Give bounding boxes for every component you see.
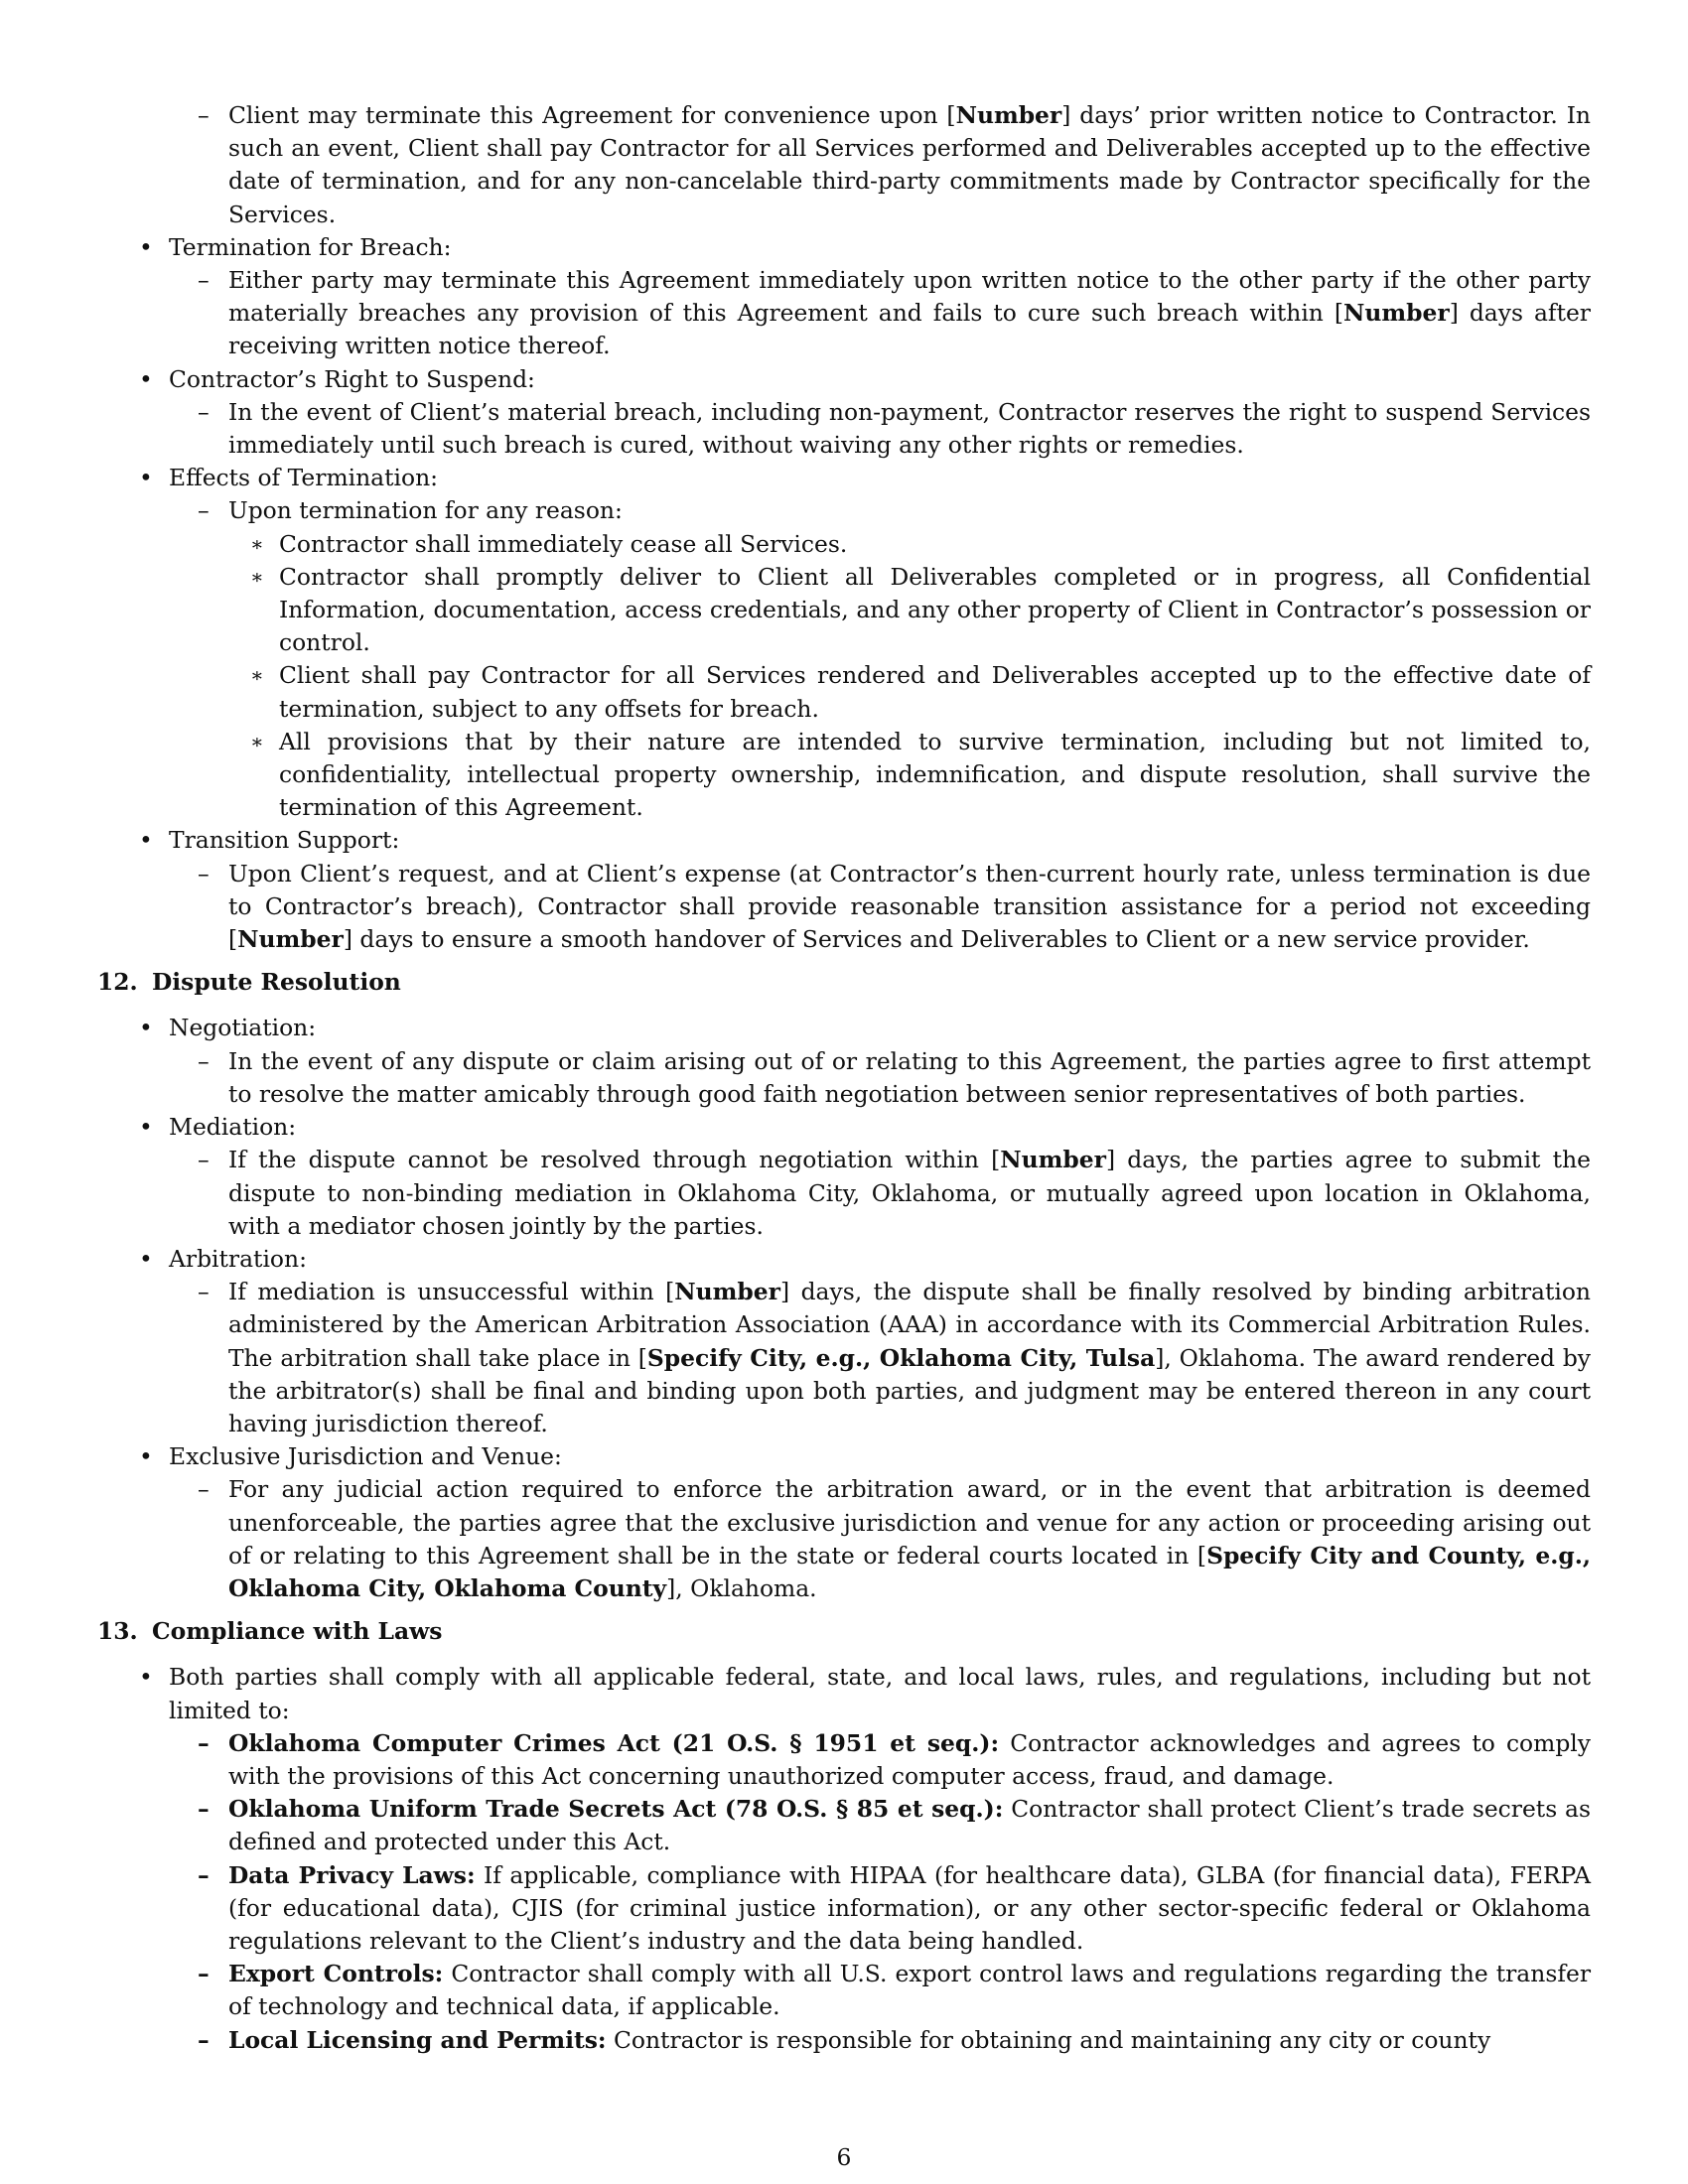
jurisdiction-item: – For any judicial action required to enforce the arbitration award, or in the event that arbitration is deemed unenforceable, the parties agree that the exclusive jurisdiction and venue for any action or proceeding arising out of or relating to this Agreement shall be in the state or federal courts located in [Specify City and County, e.g., Oklahoma City, Oklahoma County], Oklahoma. [198,1475,1591,1602]
dash-marker: – [198,1146,210,1174]
negotiation-label: • Negotiation: [97,1012,1591,1044]
suspend-label: • Contractor’s Right to Suspend: [97,363,1591,396]
section-number: 12. [97,968,138,997]
bullet-marker: • [139,1663,153,1692]
dash-marker: – [198,2025,210,2054]
dash-marker: – [198,1860,210,1889]
suspend-item: – In the event of Client’s material breach, including non-payment, Contractor reserves the right to suspend Services immediately until such breach is cured, without waiving any other rights or remedies. [198,397,1591,460]
compliance-item: – Oklahoma Uniform Trade Secrets Act (78 O.S. § 85 et seq.): Contractor shall protect Client’s trade secrets as defined and protected under this Act. [198,1795,1592,1856]
arbitration-label: • Arbitration: [97,1243,1591,1276]
dash-marker: – [198,859,210,887]
dash-marker: – [198,496,210,525]
bullet-marker: • [139,826,153,855]
asterisk-marker: ∗ [250,663,264,688]
mediation-item: – If the dispute cannot be resolved through negotiation within [Number] days, the parties agree to submit the dispute to non-binding mediation in Oklahoma City, Oklahoma, or mutually agreed upon location in Oklahoma, with a mediator chosen jointly by the parties. [198,1146,1591,1240]
dash-marker: – [198,1046,210,1075]
negotiation-item: – In the event of any dispute or claim arising out of or relating to this Agreement, the parties agree to first attempt to resolve the matter amicably through good faith negotiation between senior representatives of both parties. [198,1046,1591,1108]
termination-convenience-item: – Client may terminate this Agreement for convenience upon [Number] days’ prior written notice to Contractor. In such an event, Client shall pay Contractor for all Services performed and Deliverables accepted up to the effective date of termination, and for any non-cancelable third-party commitments made by Contractor specifically for the Services. [198,101,1591,228]
compliance-item: – Local Licensing and Permits: Contractor is responsible for obtaining and maintaining any city or county [97,2024,1591,2057]
law-name: Data Privacy Laws: [228,1860,476,1889]
bullet-marker: • [139,364,153,393]
placeholder-number: Number [955,101,1062,129]
section-number: 13. [97,1617,138,1646]
placeholder-city-county: Specify City and County, e.g., Oklahoma City, Oklahoma County [228,1541,1591,1602]
asterisk-marker: ∗ [250,729,264,753]
mediation-label: • Mediation: [97,1111,1591,1144]
compliance-intro: • Both parties shall comply with all applicable federal, state, and local laws, rules, and regulations, including but not limited to: [139,1663,1591,1724]
effects-intro: – Upon termination for any reason: [97,494,1591,527]
effects-item: ∗ Contractor shall immediately cease all Services. [97,528,1591,561]
law-name: Export Controls: [228,1960,444,1988]
compliance-item: – Oklahoma Computer Crimes Act (21 O.S. § 1951 et seq.): Contractor acknowledges and agrees to comply with the provisions of this Act concerning unauthorized computer access, fraud, and damage. [198,1728,1591,1790]
law-name: Oklahoma Computer Crimes Act (21 O.S. § 1951 et seq.): [228,1728,1000,1757]
bullet-marker: • [139,1244,153,1273]
asterisk-marker: ∗ [250,564,264,589]
asterisk-marker: ∗ [250,531,264,556]
dash-marker: – [198,397,210,426]
effects-item: ∗ All provisions that by their nature are intended to survive termination, including but not limited to, confidentiality, intellectual property ownership, indemnification, and dispute resolution, shall survive the termination of this Agreement. [250,727,1591,822]
transition-item: – Upon Client’s request, and at Client’s expense (at Contractor’s then-current hourly rate, unless termination is due to Contractor’s breach), Contractor shall provide reasonable transition assistance for a period not exceeding [Number] days to ensure a smooth handover of Services and Deliverables to Client or a new service provider. [198,859,1591,954]
jurisdiction-label: • Exclusive Jurisdiction and Venue: [97,1440,1591,1473]
compliance-item: – Data Privacy Laws: If applicable, compliance with HIPAA (for healthcare data), GLBA (for financial data), FERPA (for educational data), CJIS (for criminal justice information), or any other sector-specific federal or Oklahoma regulations relevant to the Client’s industry and the data being handled. [198,1860,1592,1955]
placeholder-city: Specify City, e.g., Oklahoma City, Tulsa [646,1343,1156,1372]
dash-marker: – [198,1795,210,1824]
dash-marker: – [198,101,210,129]
bullet-marker: • [139,1113,153,1142]
placeholder-number: Number [1000,1146,1106,1174]
termination-breach-item: – Either party may terminate this Agreement immediately upon written notice to the other party if the other party materially breaches any provision of this Agreement and fails to cure such breach within [Number] days after receiving written notice thereof. [198,266,1591,360]
dash-marker: – [198,1475,210,1504]
bullet-marker: • [139,232,153,261]
effects-label: • Effects of Termination: [97,462,1591,494]
effects-item: ∗ Client shall pay Contractor for all Services rendered and Deliverables accepted up to the effective date of termination, subject to any offsets for breach. [250,661,1591,723]
dash-marker: – [198,1278,210,1306]
page-number: 6 [836,2143,852,2171]
termination-breach-label: • Termination for Breach: [97,231,1591,264]
compliance-item: – Export Controls: Contractor shall comply with all U.S. export control laws and regulations regarding the transfer of technology and technical data, if applicable. [198,1960,1592,2021]
page-content [97,99,1591,2057]
section-title: Dispute Resolution [152,968,401,997]
placeholder-number: Number [237,925,344,954]
section-heading [97,1615,1591,1648]
dash-marker: – [198,266,210,295]
section-heading [97,966,1591,999]
placeholder-number: Number [1343,299,1450,328]
dash-marker: – [198,1728,210,1757]
law-name: Local Licensing and Permits: [228,2025,607,2054]
bullet-marker: • [139,1014,153,1042]
law-name: Oklahoma Uniform Trade Secrets Act (78 O.S. § 85 et seq.): [228,1795,1004,1824]
placeholder-number: Number [674,1278,780,1306]
dash-marker: – [198,1960,210,1988]
bullet-marker: • [139,464,153,492]
section-title: Compliance with Laws [152,1617,443,1646]
transition-label: • Transition Support: [97,824,1591,857]
effects-item: ∗ Contractor shall promptly deliver to Client all Deliverables completed or in progress, all Confidential Information, documentation, access credentials, and any other property of Client in Contractor’s possession or control. [250,562,1591,657]
arbitration-item: – If mediation is unsuccessful within [Number] days, the dispute shall be finally resolved by binding arbitration administered by the American Arbitration Association (AAA) in accordance with its Commercial Arbitration Rules. The arbitration shall take place in [Specify City, e.g., Oklahoma City, Tulsa], Oklahoma. The award rendered by the arbitrator(s) shall be final and binding upon both parties, and judgment may be entered thereon in any court having jurisdiction thereof. [198,1278,1592,1437]
bullet-marker: • [139,1442,153,1471]
